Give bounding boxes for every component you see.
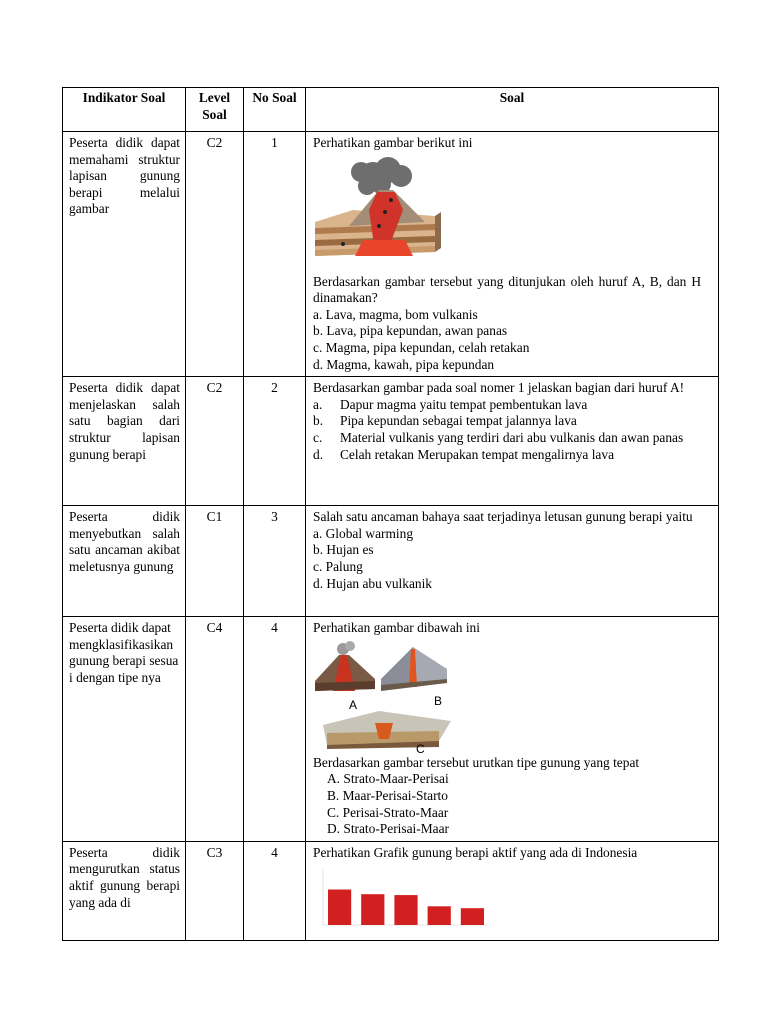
soal-cell: [306, 506, 719, 617]
label-c: C: [416, 741, 425, 756]
option-b: b. Hujan es: [313, 542, 374, 558]
header-row: [63, 88, 719, 132]
table-row: [63, 506, 719, 617]
option-list: [313, 307, 701, 373]
option-marker: b.: [313, 413, 324, 429]
number-cell: 1: [244, 132, 306, 377]
chart-bar: [428, 907, 451, 926]
chart-bar: [328, 890, 351, 926]
label-a: A: [349, 697, 358, 712]
soal-cell: [306, 617, 719, 842]
option-marker: d.: [313, 446, 324, 462]
option-text: Celah retakan Merupakan tempat mengalirnya lava: [340, 446, 615, 462]
indikator-cell: Peserta didik dapat mengklasifikasikan gunung berapi sesuai dengan tipe nya: [63, 617, 186, 842]
option-c: c. Palung: [313, 558, 363, 574]
indikator-cell: Peserta didik mengurutkan status aktif gunung berapi yang ada di: [63, 841, 186, 941]
question-text: Berdasarkan gambar tersebut urutkan tipe gunung yang tepat: [313, 754, 640, 770]
number-cell: 3: [244, 506, 306, 617]
number-cell: 2: [244, 377, 306, 506]
option-marker: c.: [313, 429, 323, 445]
indikator-cell: Peserta didik menyebutkan salah satu ancaman akibat meletusnya gunung: [63, 506, 186, 617]
table-row: [63, 617, 719, 842]
soal-cell: [306, 132, 719, 377]
list-item: [313, 447, 701, 464]
question-intro: Perhatikan gambar berikut ini: [313, 135, 473, 150]
header-soal: Soal: [306, 88, 719, 132]
chart-bar: [361, 895, 384, 926]
question-text: Salah satu ancaman bahaya saat terjadinya letusan gunung berapi yaitu: [313, 509, 693, 525]
option-d: D. Strato-Perisai-Maar: [327, 821, 449, 837]
option-c: C. Perisai-Strato-Maar: [327, 804, 449, 820]
option-d: d. Magma, kawah, pipa kepundan: [313, 356, 495, 372]
question-table: [62, 87, 719, 941]
option-marker: a.: [313, 396, 323, 412]
option-a: a. Lava, magma, bom vulkanis: [313, 306, 478, 322]
option-d: d. Hujan abu vulkanik: [313, 575, 433, 591]
volcano-cross-section-image: [313, 152, 443, 266]
level-cell: C4: [186, 617, 244, 842]
header-level: Level Soal: [186, 88, 244, 132]
volcano-types-figure: [313, 637, 701, 755]
soal-cell: [306, 841, 719, 941]
volcano-bar-chart: [313, 863, 493, 937]
option-text: Material vulkanis yang terdiri dari abu vulkanis dan awan panas: [340, 429, 684, 445]
number-cell: 4: [244, 617, 306, 842]
option-a: a. Global warming: [313, 525, 414, 541]
option-b: b. Lava, pipa kepundan, awan panas: [313, 323, 508, 339]
level-cell: C1: [186, 506, 244, 617]
header-indikator: Indikator Soal: [63, 88, 186, 132]
table-row: [63, 841, 719, 941]
number-cell: 4: [244, 841, 306, 941]
soal-cell: [306, 377, 719, 506]
list-item: [313, 430, 701, 447]
question-text: Berdasarkan gambar pada soal nomer 1 jelaskan bagian dari huruf A!: [313, 380, 685, 396]
level-cell: C2: [186, 377, 244, 506]
option-text: Pipa kepundan sebagai tempat jalannya lava: [340, 413, 577, 429]
shield-volcano-image: [379, 639, 449, 695]
table-row: [63, 132, 719, 377]
strato-volcano-image: [313, 639, 379, 695]
indikator-cell: Peserta didik dapat menjelaskan salah satu bagian dari struktur lapisan gunung berapi: [63, 377, 186, 506]
chart-bar: [461, 909, 484, 926]
option-list: [313, 397, 701, 463]
header-no: No Soal: [244, 88, 306, 132]
list-item: [313, 397, 701, 414]
question-text: Berdasarkan gambar tersebut yang ditunjukan oleh huruf A, B, dan H dinamakan?: [313, 273, 701, 306]
level-cell: C2: [186, 132, 244, 377]
indikator-cell: Peserta didik dapat memahami struktur lapisan gunung berapi melalui gambar: [63, 132, 186, 377]
question-intro: Perhatikan gambar dibawah ini: [313, 620, 480, 636]
chart-bar: [394, 895, 417, 925]
option-b: B. Maar-Perisai-Starto: [327, 787, 448, 803]
option-c: c. Magma, pipa kepundan, celah retakan: [313, 339, 530, 355]
maar-volcano-image: [319, 703, 453, 751]
list-item: [313, 413, 701, 430]
option-a: A. Strato-Maar-Perisai: [327, 771, 449, 787]
question-intro: Perhatikan Grafik gunung berapi aktif yang ada di Indonesia: [313, 844, 638, 860]
table-row: [63, 377, 719, 506]
option-text: Dapur magma yaitu tempat pembentukan lava: [340, 396, 588, 412]
label-b: B: [434, 693, 443, 708]
level-cell: C3: [186, 841, 244, 941]
